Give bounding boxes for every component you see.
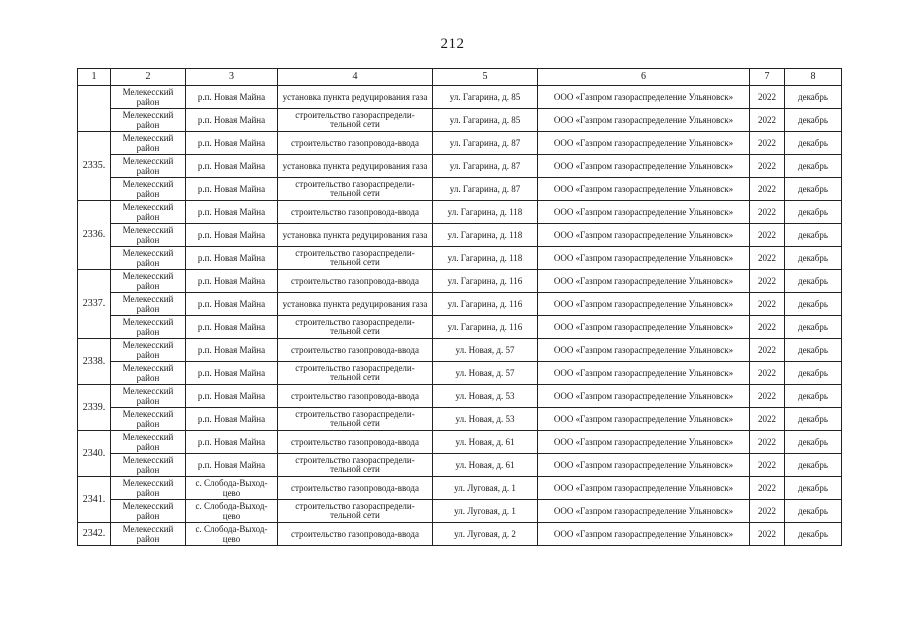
month-cell: декабрь xyxy=(785,109,842,132)
table-row xyxy=(78,316,842,339)
header-row xyxy=(78,69,842,86)
object-cell: строительство газопровода-ввода xyxy=(278,132,433,155)
month-cell: декабрь xyxy=(785,178,842,201)
month-cell: декабрь xyxy=(785,477,842,500)
table-row xyxy=(78,408,842,431)
table-row xyxy=(78,523,842,546)
district-cell: Мелекесский район xyxy=(111,155,186,178)
year-cell: 2022 xyxy=(750,178,785,201)
table-row xyxy=(78,431,842,454)
object-cell: строительство газораспредели-тельной сети xyxy=(278,316,433,339)
settlement-cell: р.п. Новая Майна xyxy=(186,178,278,201)
object-cell: строительство газораспредели-тельной сети xyxy=(278,362,433,385)
column-header: 5 xyxy=(433,69,538,86)
operator-cell: ООО «Газпром газораспределение Ульяновск» xyxy=(538,155,750,178)
operator-cell: ООО «Газпром газораспределение Ульяновск» xyxy=(538,316,750,339)
table-row xyxy=(78,477,842,500)
year-cell: 2022 xyxy=(750,454,785,477)
year-cell: 2022 xyxy=(750,86,785,109)
district-cell: Мелекесский район xyxy=(111,86,186,109)
object-cell: установка пункта редуцирования газа xyxy=(278,293,433,316)
table-row xyxy=(78,86,842,109)
address-cell: ул. Новая, д. 57 xyxy=(433,339,538,362)
object-cell: установка пункта редуцирования газа xyxy=(278,86,433,109)
year-cell: 2022 xyxy=(750,247,785,270)
year-cell: 2022 xyxy=(750,408,785,431)
address-cell: ул. Луговая, д. 1 xyxy=(433,500,538,523)
item-number-cell: 2340. xyxy=(78,431,111,477)
item-number-cell: 2335. xyxy=(78,132,111,201)
month-cell: декабрь xyxy=(785,201,842,224)
settlement-cell: р.п. Новая Майна xyxy=(186,408,278,431)
column-header: 7 xyxy=(750,69,785,86)
month-cell: декабрь xyxy=(785,523,842,546)
item-number-cell: 2342. xyxy=(78,523,111,546)
month-cell: декабрь xyxy=(785,224,842,247)
settlement-cell: р.п. Новая Майна xyxy=(186,109,278,132)
table-row xyxy=(78,270,842,293)
month-cell: декабрь xyxy=(785,385,842,408)
month-cell: декабрь xyxy=(785,339,842,362)
year-cell: 2022 xyxy=(750,201,785,224)
table-row xyxy=(78,178,842,201)
table-row xyxy=(78,247,842,270)
address-cell: ул. Гагарина, д. 118 xyxy=(433,247,538,270)
month-cell: декабрь xyxy=(785,408,842,431)
object-cell: установка пункта редуцирования газа xyxy=(278,224,433,247)
address-cell: ул. Луговая, д. 1 xyxy=(433,477,538,500)
operator-cell: ООО «Газпром газораспределение Ульяновск» xyxy=(538,454,750,477)
address-cell: ул. Гагарина, д. 85 xyxy=(433,86,538,109)
operator-cell: ООО «Газпром газораспределение Ульяновск» xyxy=(538,178,750,201)
month-cell: декабрь xyxy=(785,155,842,178)
month-cell: декабрь xyxy=(785,362,842,385)
month-cell: декабрь xyxy=(785,247,842,270)
year-cell: 2022 xyxy=(750,316,785,339)
settlement-cell: с. Слобода-Выход-цево xyxy=(186,523,278,546)
district-cell: Мелекесский район xyxy=(111,224,186,247)
page-number: 212 xyxy=(440,36,465,52)
month-cell: декабрь xyxy=(785,500,842,523)
settlement-cell: р.п. Новая Майна xyxy=(186,431,278,454)
object-cell: строительство газопровода-ввода xyxy=(278,339,433,362)
object-cell: строительство газораспредели-тельной сети xyxy=(278,500,433,523)
address-cell: ул. Гагарина, д. 116 xyxy=(433,293,538,316)
object-cell: строительство газопровода-ввода xyxy=(278,385,433,408)
settlement-cell: с. Слобода-Выход-цево xyxy=(186,477,278,500)
table-row xyxy=(78,155,842,178)
item-number-cell: 2337. xyxy=(78,270,111,339)
table-row xyxy=(78,500,842,523)
district-cell: Мелекесский район xyxy=(111,431,186,454)
table-row xyxy=(78,201,842,224)
month-cell: декабрь xyxy=(785,431,842,454)
column-header: 6 xyxy=(538,69,750,86)
year-cell: 2022 xyxy=(750,109,785,132)
district-cell: Мелекесский район xyxy=(111,293,186,316)
operator-cell: ООО «Газпром газораспределение Ульяновск» xyxy=(538,86,750,109)
item-number-cell: 2338. xyxy=(78,339,111,385)
month-cell: декабрь xyxy=(785,316,842,339)
operator-cell: ООО «Газпром газораспределение Ульяновск» xyxy=(538,201,750,224)
district-cell: Мелекесский район xyxy=(111,316,186,339)
address-cell: ул. Новая, д. 61 xyxy=(433,431,538,454)
object-cell: строительство газораспредели-тельной сети xyxy=(278,454,433,477)
settlement-cell: р.п. Новая Майна xyxy=(186,316,278,339)
year-cell: 2022 xyxy=(750,270,785,293)
address-cell: ул. Гагарина, д. 87 xyxy=(433,132,538,155)
district-cell: Мелекесский район xyxy=(111,247,186,270)
object-cell: строительство газопровода-ввода xyxy=(278,201,433,224)
address-cell: ул. Новая, д. 53 xyxy=(433,408,538,431)
operator-cell: ООО «Газпром газораспределение Ульяновск» xyxy=(538,109,750,132)
settlement-cell: р.п. Новая Майна xyxy=(186,201,278,224)
address-cell: ул. Новая, д. 61 xyxy=(433,454,538,477)
operator-cell: ООО «Газпром газораспределение Ульяновск» xyxy=(538,224,750,247)
table-row xyxy=(78,109,842,132)
year-cell: 2022 xyxy=(750,293,785,316)
settlement-cell: р.п. Новая Майна xyxy=(186,339,278,362)
year-cell: 2022 xyxy=(750,155,785,178)
column-header: 3 xyxy=(186,69,278,86)
settlement-cell: р.п. Новая Майна xyxy=(186,86,278,109)
operator-cell: ООО «Газпром газораспределение Ульяновск» xyxy=(538,132,750,155)
district-cell: Мелекесский район xyxy=(111,339,186,362)
column-header: 8 xyxy=(785,69,842,86)
object-cell: строительство газопровода-ввода xyxy=(278,431,433,454)
year-cell: 2022 xyxy=(750,132,785,155)
object-cell: строительство газораспредели-тельной сети xyxy=(278,247,433,270)
table-row xyxy=(78,293,842,316)
operator-cell: ООО «Газпром газораспределение Ульяновск» xyxy=(538,293,750,316)
address-cell: ул. Гагарина, д. 85 xyxy=(433,109,538,132)
table-row xyxy=(78,454,842,477)
settlement-cell: р.п. Новая Майна xyxy=(186,132,278,155)
table-row xyxy=(78,224,842,247)
operator-cell: ООО «Газпром газораспределение Ульяновск» xyxy=(538,247,750,270)
operator-cell: ООО «Газпром газораспределение Ульяновск» xyxy=(538,500,750,523)
table-row xyxy=(78,132,842,155)
year-cell: 2022 xyxy=(750,431,785,454)
year-cell: 2022 xyxy=(750,339,785,362)
object-cell: строительство газопровода-ввода xyxy=(278,270,433,293)
address-cell: ул. Гагарина, д. 87 xyxy=(433,178,538,201)
year-cell: 2022 xyxy=(750,477,785,500)
year-cell: 2022 xyxy=(750,500,785,523)
register-table xyxy=(77,68,842,546)
operator-cell: ООО «Газпром газораспределение Ульяновск» xyxy=(538,523,750,546)
register-table-body xyxy=(78,86,842,546)
operator-cell: ООО «Газпром газораспределение Ульяновск» xyxy=(538,431,750,454)
column-header: 4 xyxy=(278,69,433,86)
district-cell: Мелекесский район xyxy=(111,109,186,132)
object-cell: установка пункта редуцирования газа xyxy=(278,155,433,178)
item-number-cell: 2336. xyxy=(78,201,111,270)
district-cell: Мелекесский район xyxy=(111,408,186,431)
object-cell: строительство газораспредели-тельной сети xyxy=(278,109,433,132)
settlement-cell: р.п. Новая Майна xyxy=(186,270,278,293)
operator-cell: ООО «Газпром газораспределение Ульяновск» xyxy=(538,270,750,293)
district-cell: Мелекесский район xyxy=(111,362,186,385)
district-cell: Мелекесский район xyxy=(111,477,186,500)
table-row xyxy=(78,385,842,408)
address-cell: ул. Гагарина, д. 116 xyxy=(433,316,538,339)
address-cell: ул. Новая, д. 53 xyxy=(433,385,538,408)
settlement-cell: р.п. Новая Майна xyxy=(186,155,278,178)
district-cell: Мелекесский район xyxy=(111,178,186,201)
address-cell: ул. Гагарина, д. 118 xyxy=(433,201,538,224)
column-header: 1 xyxy=(78,69,111,86)
settlement-cell: р.п. Новая Майна xyxy=(186,247,278,270)
settlement-cell: р.п. Новая Майна xyxy=(186,385,278,408)
settlement-cell: р.п. Новая Майна xyxy=(186,362,278,385)
month-cell: декабрь xyxy=(785,454,842,477)
month-cell: декабрь xyxy=(785,86,842,109)
address-cell: ул. Гагарина, д. 118 xyxy=(433,224,538,247)
year-cell: 2022 xyxy=(750,224,785,247)
month-cell: декабрь xyxy=(785,270,842,293)
settlement-cell: р.п. Новая Майна xyxy=(186,454,278,477)
district-cell: Мелекесский район xyxy=(111,132,186,155)
address-cell: ул. Гагарина, д. 116 xyxy=(433,270,538,293)
table-row xyxy=(78,362,842,385)
address-cell: ул. Луговая, д. 2 xyxy=(433,523,538,546)
object-cell: строительство газопровода-ввода xyxy=(278,477,433,500)
item-number-cell xyxy=(78,86,111,132)
district-cell: Мелекесский район xyxy=(111,201,186,224)
item-number-cell: 2339. xyxy=(78,385,111,431)
address-cell: ул. Гагарина, д. 87 xyxy=(433,155,538,178)
table-row xyxy=(78,339,842,362)
object-cell: строительство газопровода-ввода xyxy=(278,523,433,546)
item-number-cell: 2341. xyxy=(78,477,111,523)
month-cell: декабрь xyxy=(785,132,842,155)
column-header: 2 xyxy=(111,69,186,86)
settlement-cell: р.п. Новая Майна xyxy=(186,293,278,316)
operator-cell: ООО «Газпром газораспределение Ульяновск» xyxy=(538,339,750,362)
district-cell: Мелекесский район xyxy=(111,270,186,293)
year-cell: 2022 xyxy=(750,523,785,546)
address-cell: ул. Новая, д. 57 xyxy=(433,362,538,385)
object-cell: строительство газораспредели-тельной сети xyxy=(278,178,433,201)
object-cell: строительство газораспредели-тельной сети xyxy=(278,408,433,431)
month-cell: декабрь xyxy=(785,293,842,316)
district-cell: Мелекесский район xyxy=(111,385,186,408)
settlement-cell: с. Слобода-Выход-цево xyxy=(186,500,278,523)
operator-cell: ООО «Газпром газораспределение Ульяновск» xyxy=(538,477,750,500)
settlement-cell: р.п. Новая Майна xyxy=(186,224,278,247)
year-cell: 2022 xyxy=(750,385,785,408)
district-cell: Мелекесский район xyxy=(111,454,186,477)
operator-cell: ООО «Газпром газораспределение Ульяновск» xyxy=(538,385,750,408)
year-cell: 2022 xyxy=(750,362,785,385)
operator-cell: ООО «Газпром газораспределение Ульяновск» xyxy=(538,362,750,385)
district-cell: Мелекесский район xyxy=(111,500,186,523)
operator-cell: ООО «Газпром газораспределение Ульяновск» xyxy=(538,408,750,431)
district-cell: Мелекесский район xyxy=(111,523,186,546)
